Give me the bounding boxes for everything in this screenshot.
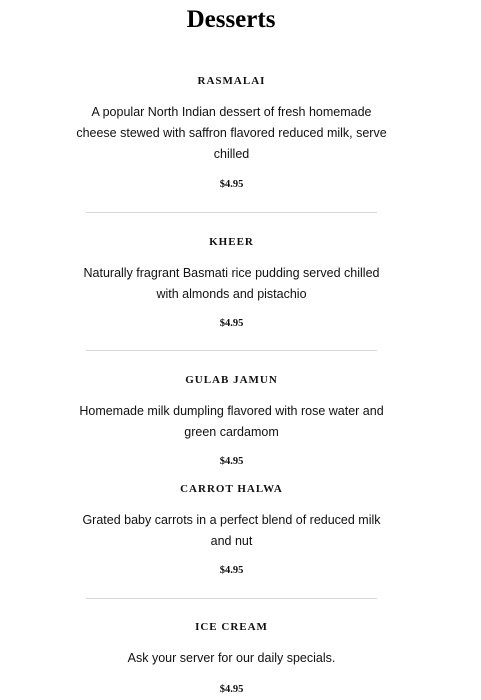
item-price: $4.95 (219, 565, 244, 576)
menu-item-carrot-halwa (82, 482, 381, 578)
item-price: $4.95 (219, 179, 244, 190)
divider (86, 212, 377, 213)
item-price: $4.95 (219, 318, 244, 329)
item-description: Ask your server for our daily specials. (127, 651, 336, 665)
menu-item-kheer (83, 235, 380, 331)
item-price: $4.95 (219, 684, 244, 695)
menu-item-ice-cream (86, 620, 377, 697)
item-name: GULAB JAMUN (185, 374, 278, 386)
item-description: A popular North Indian dessert of fresh homemade cheese stewed with saffron flavored reduced milk, serve chilled (76, 105, 387, 161)
page-title: Desserts (186, 6, 276, 33)
menu-item-rasmalai (76, 74, 387, 192)
item-description: Grated baby carrots in a perfect blend of reduced milk and nut (82, 513, 381, 548)
item-price: $4.95 (219, 456, 244, 467)
divider (86, 350, 377, 351)
item-name: RASMALAI (197, 75, 266, 87)
divider (86, 598, 377, 599)
menu-item-gulab-jamun (79, 373, 384, 469)
item-name: CARROT HALWA (180, 483, 283, 495)
item-description: Naturally fragrant Basmati rice pudding served chilled with almonds and pistachio (83, 266, 380, 301)
item-name: KHEER (209, 236, 254, 248)
item-name: ICE CREAM (195, 621, 268, 633)
item-description: Homemade milk dumpling flavored with rose water and green cardamom (79, 404, 384, 439)
